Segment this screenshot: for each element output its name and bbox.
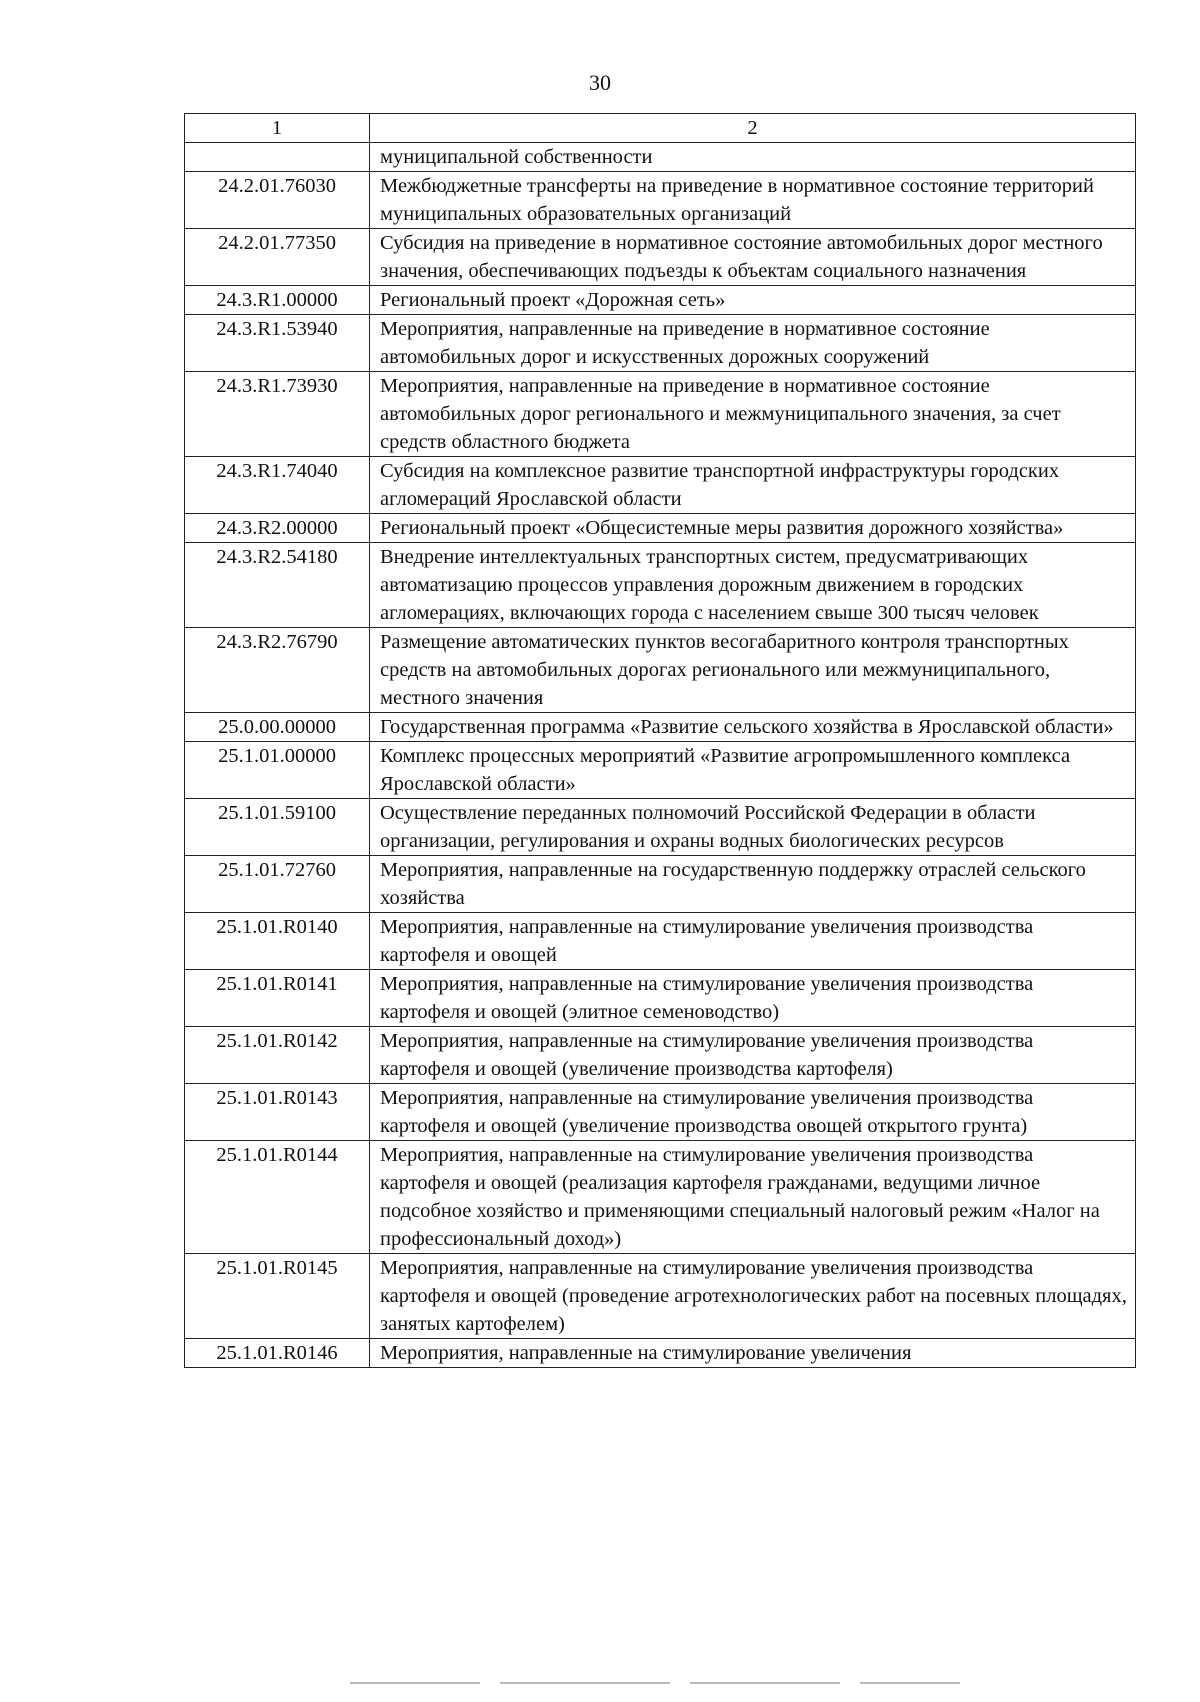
row-code: 25.1.01.59100 (185, 799, 370, 856)
table-row (185, 742, 1136, 799)
row-name: Мероприятия, направленные на стимулирование увеличения производства картофеля и овощей (проведение агротехнологических работ на посевных площадях, занятых картофелем) (370, 1254, 1136, 1339)
table-row (185, 1027, 1136, 1084)
column-header-1: 1 (185, 114, 370, 143)
row-name: Мероприятия, направленные на стимулирование увеличения производства картофеля и овощей (элитное семеноводство) (370, 970, 1136, 1027)
row-code: 25.1.01.R0141 (185, 970, 370, 1027)
table-row (185, 315, 1136, 372)
row-name: Региональный проект «Дорожная сеть» (370, 286, 1136, 315)
table-body (185, 143, 1136, 1368)
table-row (185, 713, 1136, 742)
table-row (185, 856, 1136, 913)
row-code: 24.3.R2.76790 (185, 628, 370, 713)
row-code: 25.1.01.R0145 (185, 1254, 370, 1339)
row-code: 24.3.R1.74040 (185, 457, 370, 514)
row-name: Мероприятия, направленные на стимулирование увеличения (370, 1339, 1136, 1368)
column-header-2: 2 (370, 114, 1136, 143)
table-row (185, 286, 1136, 315)
row-name: Государственная программа «Развитие сельского хозяйства в Ярославской области» (370, 713, 1136, 742)
row-name: Субсидия на комплексное развитие транспортной инфраструктуры городских агломераций Ярославской области (370, 457, 1136, 514)
row-name: Региональный проект «Общесистемные меры развития дорожного хозяйства» (370, 514, 1136, 543)
row-name: Внедрение интеллектуальных транспортных систем, предусматривающих автоматизацию процессов управления дорожным движением в городских агломерациях, включающих города с населением свыше 300 тысяч человек (370, 543, 1136, 628)
table-row (185, 514, 1136, 543)
table-row (185, 913, 1136, 970)
table-row (185, 1141, 1136, 1254)
budget-classification-table (184, 113, 1136, 1368)
row-name: Размещение автоматических пунктов весогабаритного контроля транспортных средств на автомобильных дорогах регионального или межмуниципального, местного значения (370, 628, 1136, 713)
table-row (185, 970, 1136, 1027)
row-code: 25.1.01.R0140 (185, 913, 370, 970)
page-number: 30 (589, 70, 611, 95)
table-row (185, 229, 1136, 286)
row-name: Субсидия на приведение в нормативное состояние автомобильных дорог местного значения, обеспечивающих подъезды к объектам социального назначения (370, 229, 1136, 286)
row-code: 25.1.01.R0144 (185, 1141, 370, 1254)
table-row (185, 372, 1136, 457)
table-row (185, 143, 1136, 172)
table-row (185, 543, 1136, 628)
row-name: Комплекс процессных мероприятий «Развитие агропромышленного комплекса Ярославской области» (370, 742, 1136, 799)
row-code: 25.1.01.R0142 (185, 1027, 370, 1084)
row-code: 24.2.01.77350 (185, 229, 370, 286)
table-row (185, 799, 1136, 856)
row-code: 24.3.R2.00000 (185, 514, 370, 543)
row-name: муниципальной собственности (370, 143, 1136, 172)
table-row (185, 457, 1136, 514)
table-header (185, 114, 1136, 143)
row-code: 24.3.R2.54180 (185, 543, 370, 628)
row-code: 24.3.R1.53940 (185, 315, 370, 372)
table-row (185, 628, 1136, 713)
row-name: Мероприятия, направленные на приведение в нормативное состояние автомобильных дорог и искусственных дорожных сооружений (370, 315, 1136, 372)
table-row (185, 1339, 1136, 1368)
row-name: Мероприятия, направленные на стимулирование увеличения производства картофеля и овощей (увеличение производства овощей открытого грунта) (370, 1084, 1136, 1141)
row-code: 25.1.01.R0143 (185, 1084, 370, 1141)
row-name: Мероприятия, направленные на стимулирование увеличения производства картофеля и овощей (увеличение производства картофеля) (370, 1027, 1136, 1084)
row-name: Осуществление переданных полномочий Российской Федерации в области организации, регулирования и охраны водных биологических ресурсов (370, 799, 1136, 856)
table-header-row (185, 114, 1136, 143)
row-name: Мероприятия, направленные на государственную поддержку отраслей сельского хозяйства (370, 856, 1136, 913)
table-row (185, 172, 1136, 229)
row-name: Мероприятия, направленные на стимулирование увеличения производства картофеля и овощей (370, 913, 1136, 970)
row-name: Мероприятия, направленные на стимулирование увеличения производства картофеля и овощей (реализация картофеля гражданами, ведущими личное подсобное хозяйство и применяющими специальный налоговый режим «Налог на профессиональный доход») (370, 1141, 1136, 1254)
table-row (185, 1254, 1136, 1339)
row-code (185, 143, 370, 172)
row-code: 25.1.01.R0146 (185, 1339, 370, 1368)
row-code: 24.2.01.76030 (185, 172, 370, 229)
row-name: Межбюджетные трансферты на приведение в нормативное состояние территорий муниципальных образовательных организаций (370, 172, 1136, 229)
row-name: Мероприятия, направленные на приведение в нормативное состояние автомобильных дорог регионального и межмуниципального значения, за счет средств областного бюджета (370, 372, 1136, 457)
row-code: 25.1.01.72760 (185, 856, 370, 913)
row-code: 25.1.01.00000 (185, 742, 370, 799)
scan-edge-artifact (0, 1682, 1200, 1684)
table-row (185, 1084, 1136, 1141)
row-code: 24.3.R1.73930 (185, 372, 370, 457)
row-code: 24.3.R1.00000 (185, 286, 370, 315)
row-code: 25.0.00.00000 (185, 713, 370, 742)
